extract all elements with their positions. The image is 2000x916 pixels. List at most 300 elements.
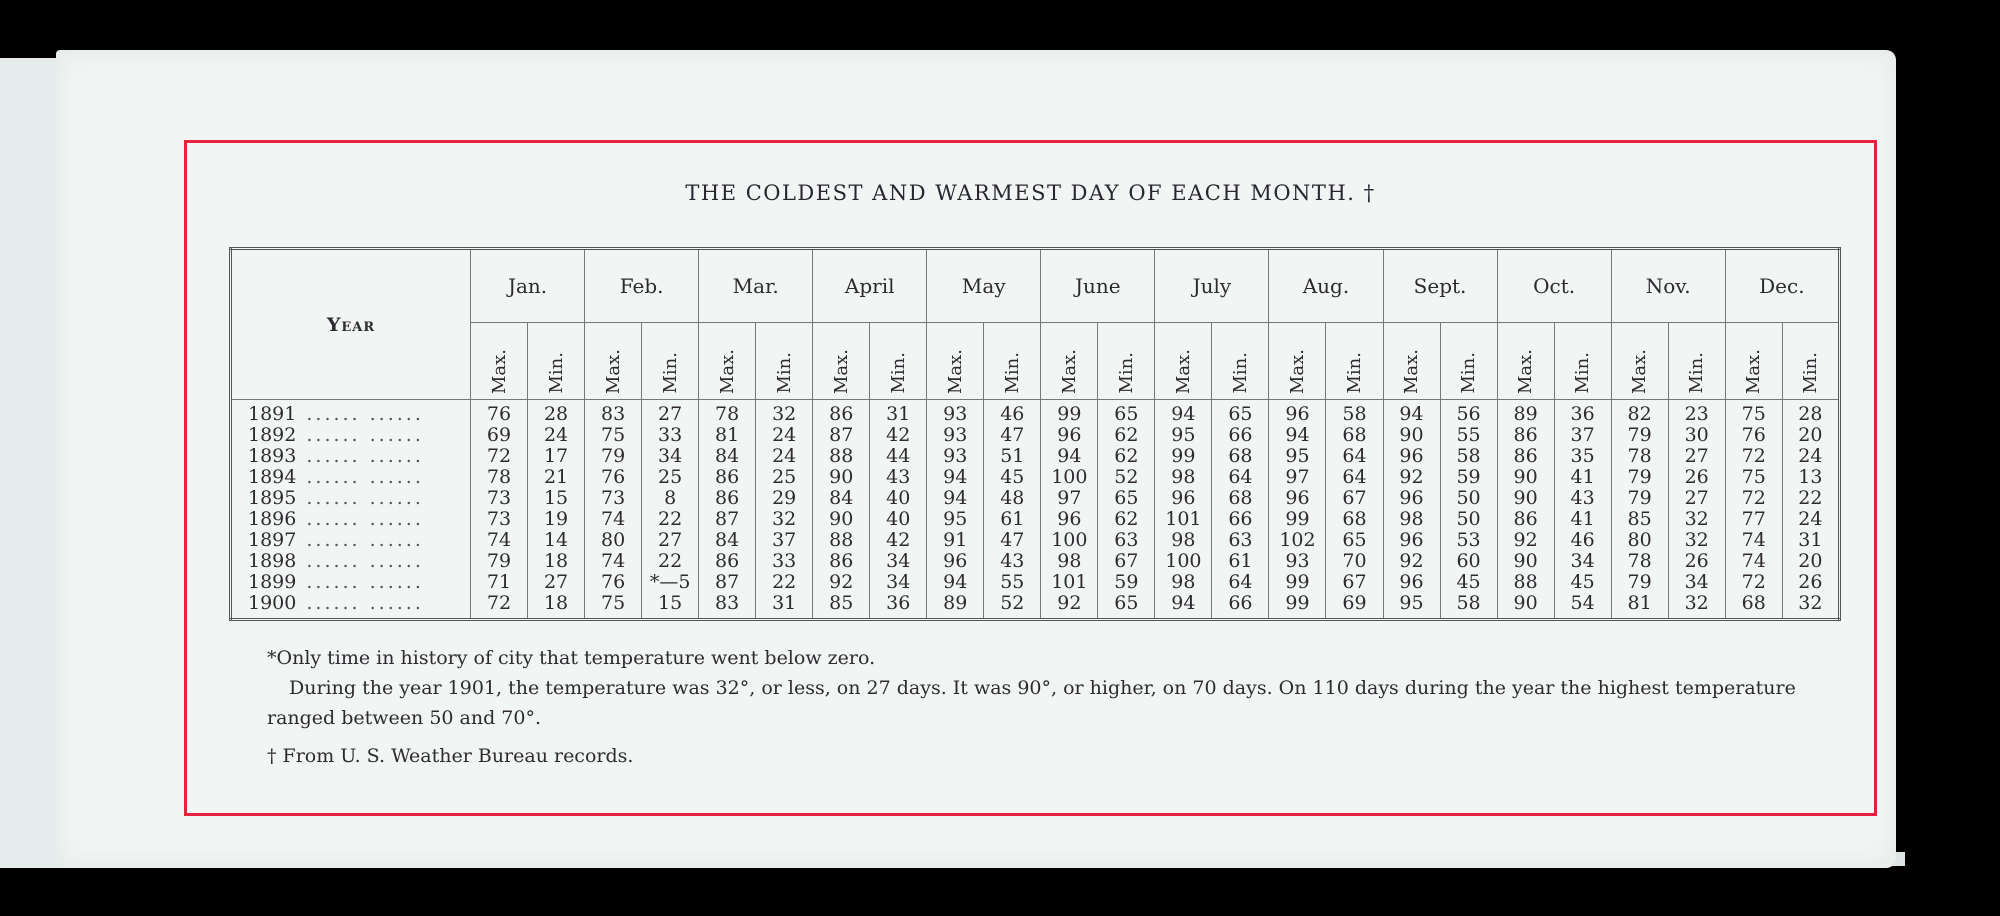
min-temp-cell: 59 <box>1098 572 1155 593</box>
max-temp-cell: 74 <box>471 530 528 551</box>
column-label: Max. <box>1629 348 1651 394</box>
min-temp-cell: 15 <box>528 488 585 509</box>
max-temp-cell: 96 <box>1269 400 1326 426</box>
year-cell <box>231 551 471 572</box>
column-label: Min. <box>1572 352 1594 394</box>
column-label: Min. <box>1799 352 1821 394</box>
min-column-header <box>528 323 585 400</box>
min-temp-cell: 55 <box>984 572 1041 593</box>
min-temp-cell: 46 <box>1554 530 1611 551</box>
year-label: 1900 <box>248 593 297 614</box>
max-temp-cell: 96 <box>1383 446 1440 467</box>
min-temp-cell: 56 <box>1440 400 1497 426</box>
dot-leader: ...... ...... <box>306 551 424 572</box>
max-temp-cell: 83 <box>585 400 642 426</box>
max-temp-cell: 91 <box>927 530 984 551</box>
min-temp-cell: 15 <box>642 593 699 620</box>
min-temp-cell: 63 <box>1098 530 1155 551</box>
min-temp-cell: 22 <box>756 572 813 593</box>
min-temp-cell: 43 <box>1554 488 1611 509</box>
max-temp-cell: 83 <box>699 593 756 620</box>
dot-leader: ...... ...... <box>306 530 424 551</box>
max-temp-cell: 92 <box>1497 530 1554 551</box>
column-label: Min. <box>1343 352 1365 394</box>
year-label: 1895 <box>248 488 297 509</box>
document-page <box>56 50 1896 868</box>
max-temp-cell: 87 <box>699 572 756 593</box>
max-temp-cell: 72 <box>471 446 528 467</box>
year-label: 1896 <box>248 509 297 530</box>
max-temp-cell: 87 <box>813 425 870 446</box>
dot-leader: ...... ...... <box>306 572 424 593</box>
max-temp-cell: 92 <box>1383 467 1440 488</box>
min-temp-cell: 28 <box>1782 400 1839 426</box>
min-temp-cell: 33 <box>756 551 813 572</box>
max-temp-cell: 102 <box>1269 530 1326 551</box>
column-label: Max. <box>602 348 624 394</box>
max-temp-cell: 69 <box>471 425 528 446</box>
max-temp-cell: 94 <box>927 488 984 509</box>
min-temp-cell: 62 <box>1098 446 1155 467</box>
max-temp-cell: 96 <box>1383 572 1440 593</box>
min-temp-cell: 54 <box>1554 593 1611 620</box>
max-temp-cell: 73 <box>471 488 528 509</box>
min-temp-cell: 42 <box>870 530 927 551</box>
min-temp-cell: 65 <box>1326 530 1383 551</box>
min-column-header <box>1782 323 1839 400</box>
min-temp-cell: 45 <box>984 467 1041 488</box>
max-temp-cell: 100 <box>1155 551 1212 572</box>
min-temp-cell: 64 <box>1212 467 1269 488</box>
max-temp-cell: 75 <box>1725 400 1782 426</box>
min-temp-cell: 36 <box>1554 400 1611 426</box>
max-temp-cell: 93 <box>927 400 984 426</box>
month-header: Feb. <box>585 249 699 323</box>
page-title: THE COLDEST AND WARMEST DAY OF EACH MONTH. † <box>685 181 1376 205</box>
max-column-header <box>1611 323 1668 400</box>
column-label: Max. <box>488 348 510 394</box>
min-temp-cell: 68 <box>1326 425 1383 446</box>
min-column-header <box>1440 323 1497 400</box>
max-temp-cell: 90 <box>813 509 870 530</box>
column-label: Max. <box>1401 348 1423 394</box>
max-column-header <box>1383 323 1440 400</box>
min-temp-cell: 44 <box>870 446 927 467</box>
max-temp-cell: 90 <box>1497 551 1554 572</box>
min-temp-cell: 22 <box>1782 488 1839 509</box>
max-temp-cell: 92 <box>1383 551 1440 572</box>
min-temp-cell: 34 <box>642 446 699 467</box>
month-header: Aug. <box>1269 249 1383 323</box>
month-header: Oct. <box>1497 249 1611 323</box>
max-temp-cell: 96 <box>1155 488 1212 509</box>
max-temp-cell: 86 <box>1497 446 1554 467</box>
dot-leader: ...... ...... <box>306 593 424 614</box>
month-header: Sept. <box>1383 249 1497 323</box>
table-row <box>231 488 1840 509</box>
max-column-header <box>1269 323 1326 400</box>
min-temp-cell: 34 <box>1554 551 1611 572</box>
month-header: Mar. <box>699 249 813 323</box>
max-column-header <box>1041 323 1098 400</box>
dot-leader: ...... ...... <box>306 488 424 509</box>
min-temp-cell: 66 <box>1212 425 1269 446</box>
month-header: June <box>1041 249 1155 323</box>
min-temp-cell: 30 <box>1668 425 1725 446</box>
column-label: Min. <box>887 352 909 394</box>
table-row <box>231 400 1840 426</box>
red-border-frame <box>184 140 1877 816</box>
year-1901-summary: During the year 1901, the temperature was 32°, or less, on 27 days. It was 90°, or higher, on 70 days. On 110 days during the year the highest temperature ranged between 50 and 70°. <box>267 677 1796 729</box>
max-temp-cell: 94 <box>1269 425 1326 446</box>
min-temp-cell: 45 <box>1554 572 1611 593</box>
max-temp-cell: 92 <box>1041 593 1098 620</box>
min-temp-cell: 41 <box>1554 509 1611 530</box>
max-temp-cell: 74 <box>585 551 642 572</box>
min-temp-cell: 60 <box>1440 551 1497 572</box>
min-temp-cell: 31 <box>1782 530 1839 551</box>
min-temp-cell: 68 <box>1326 509 1383 530</box>
min-temp-cell: 58 <box>1440 446 1497 467</box>
max-temp-cell: 98 <box>1155 530 1212 551</box>
max-temp-cell: 75 <box>1725 467 1782 488</box>
year-cell <box>231 446 471 467</box>
min-temp-cell: 32 <box>756 509 813 530</box>
max-temp-cell: 101 <box>1155 509 1212 530</box>
max-temp-cell: 74 <box>585 509 642 530</box>
min-temp-cell: 26 <box>1782 572 1839 593</box>
min-temp-cell: 23 <box>1668 400 1725 426</box>
left-page-edge <box>0 58 61 868</box>
month-header: Dec. <box>1725 249 1839 323</box>
min-temp-cell: 43 <box>984 551 1041 572</box>
table-row <box>231 551 1840 572</box>
min-temp-cell: 63 <box>1212 530 1269 551</box>
min-temp-cell: 28 <box>528 400 585 426</box>
min-column-header <box>1326 323 1383 400</box>
max-temp-cell: 84 <box>699 530 756 551</box>
below-zero-footnote: *Only time in history of city that temperature went below zero. <box>267 647 876 669</box>
min-temp-cell: 42 <box>870 425 927 446</box>
min-temp-cell: 61 <box>984 509 1041 530</box>
min-temp-cell: 62 <box>1098 425 1155 446</box>
min-temp-cell: 65 <box>1212 400 1269 426</box>
table-body <box>231 400 1840 620</box>
max-temp-cell: 84 <box>813 488 870 509</box>
min-temp-cell: 34 <box>870 572 927 593</box>
min-temp-cell: 27 <box>1668 488 1725 509</box>
min-temp-cell: 36 <box>870 593 927 620</box>
min-temp-cell: 24 <box>756 425 813 446</box>
min-temp-cell: 58 <box>1440 593 1497 620</box>
max-temp-cell: 96 <box>1269 488 1326 509</box>
temperature-table <box>229 247 1841 621</box>
max-temp-cell: 88 <box>1497 572 1554 593</box>
max-temp-cell: 92 <box>813 572 870 593</box>
year-label: 1894 <box>248 467 297 488</box>
min-temp-cell: 21 <box>528 467 585 488</box>
min-temp-cell: 50 <box>1440 509 1497 530</box>
column-label: Min. <box>1115 352 1137 394</box>
max-temp-cell: 94 <box>927 572 984 593</box>
max-temp-cell: 71 <box>471 572 528 593</box>
max-column-header <box>1155 323 1212 400</box>
max-temp-cell: 79 <box>1611 572 1668 593</box>
min-temp-cell: 69 <box>1326 593 1383 620</box>
min-temp-cell: 32 <box>1668 509 1725 530</box>
min-temp-cell: 20 <box>1782 551 1839 572</box>
max-temp-cell: 85 <box>813 593 870 620</box>
max-temp-cell: 97 <box>1041 488 1098 509</box>
min-temp-cell: 68 <box>1212 446 1269 467</box>
max-temp-cell: 72 <box>1725 572 1782 593</box>
min-temp-cell: 70 <box>1326 551 1383 572</box>
max-temp-cell: 94 <box>1155 400 1212 426</box>
max-temp-cell: 78 <box>1611 551 1668 572</box>
column-label: Min. <box>1001 352 1023 394</box>
min-temp-cell: 24 <box>1782 446 1839 467</box>
min-temp-cell: 67 <box>1326 572 1383 593</box>
max-temp-cell: 100 <box>1041 530 1098 551</box>
max-temp-cell: 76 <box>585 572 642 593</box>
max-temp-cell: 93 <box>927 425 984 446</box>
min-column-header <box>1212 323 1269 400</box>
max-temp-cell: 73 <box>471 509 528 530</box>
max-temp-cell: 84 <box>699 446 756 467</box>
min-temp-cell: 22 <box>642 509 699 530</box>
max-temp-cell: 96 <box>1383 530 1440 551</box>
min-temp-cell: 59 <box>1440 467 1497 488</box>
max-temp-cell: 68 <box>1725 593 1782 620</box>
dot-leader: ...... ...... <box>306 509 424 530</box>
min-temp-cell: 34 <box>1668 572 1725 593</box>
min-temp-cell: 20 <box>1782 425 1839 446</box>
column-label: Max. <box>1286 348 1308 394</box>
min-temp-cell: 25 <box>642 467 699 488</box>
notes-section <box>267 643 1827 771</box>
max-temp-cell: 99 <box>1155 446 1212 467</box>
max-min-header-row <box>231 323 1840 400</box>
min-temp-cell: 25 <box>756 467 813 488</box>
table-row <box>231 593 1840 620</box>
max-temp-cell: 101 <box>1041 572 1098 593</box>
max-temp-cell: 74 <box>1725 551 1782 572</box>
max-temp-cell: 86 <box>1497 509 1554 530</box>
min-column-header <box>1098 323 1155 400</box>
table-row <box>231 446 1840 467</box>
min-temp-cell: 27 <box>642 400 699 426</box>
min-temp-cell: 47 <box>984 530 1041 551</box>
year-cell <box>231 488 471 509</box>
column-label: Max. <box>1743 348 1765 394</box>
max-temp-cell: 75 <box>585 425 642 446</box>
table-row <box>231 425 1840 446</box>
max-column-header <box>1725 323 1782 400</box>
min-temp-cell: 18 <box>528 593 585 620</box>
min-temp-cell: 61 <box>1212 551 1269 572</box>
month-header: Jan. <box>471 249 585 323</box>
min-temp-cell: 45 <box>1440 572 1497 593</box>
max-temp-cell: 78 <box>699 400 756 426</box>
min-temp-cell: 32 <box>1668 530 1725 551</box>
min-temp-cell: 40 <box>870 509 927 530</box>
max-temp-cell: 81 <box>699 425 756 446</box>
max-temp-cell: 76 <box>1725 425 1782 446</box>
min-temp-cell: 62 <box>1098 509 1155 530</box>
max-temp-cell: 94 <box>1155 593 1212 620</box>
min-temp-cell: 27 <box>1668 446 1725 467</box>
min-temp-cell: 65 <box>1098 488 1155 509</box>
min-temp-cell: 46 <box>984 400 1041 426</box>
min-temp-cell: 51 <box>984 446 1041 467</box>
max-temp-cell: 90 <box>1497 488 1554 509</box>
min-temp-cell: 26 <box>1668 551 1725 572</box>
max-temp-cell: 89 <box>927 593 984 620</box>
year-cell <box>231 467 471 488</box>
max-temp-cell: 96 <box>1041 509 1098 530</box>
min-temp-cell: *—5 <box>642 572 699 593</box>
max-temp-cell: 95 <box>1269 446 1326 467</box>
min-temp-cell: 14 <box>528 530 585 551</box>
month-header: Nov. <box>1611 249 1725 323</box>
max-temp-cell: 94 <box>1383 400 1440 426</box>
month-header: April <box>813 249 927 323</box>
table-row <box>231 572 1840 593</box>
column-label: Max. <box>1058 348 1080 394</box>
year-cell <box>231 425 471 446</box>
max-temp-cell: 75 <box>585 593 642 620</box>
min-temp-cell: 37 <box>756 530 813 551</box>
year-label: 1897 <box>248 530 297 551</box>
max-temp-cell: 86 <box>813 551 870 572</box>
max-temp-cell: 86 <box>699 467 756 488</box>
table-row <box>231 509 1840 530</box>
max-temp-cell: 79 <box>585 446 642 467</box>
max-temp-cell: 99 <box>1041 400 1098 426</box>
year-label: 1893 <box>248 446 297 467</box>
min-temp-cell: 67 <box>1326 488 1383 509</box>
min-temp-cell: 67 <box>1098 551 1155 572</box>
dot-leader: ...... ...... <box>306 403 424 425</box>
max-temp-cell: 90 <box>1497 467 1554 488</box>
year-cell <box>231 400 471 426</box>
min-temp-cell: 55 <box>1440 425 1497 446</box>
max-column-header <box>813 323 870 400</box>
table-row <box>231 467 1840 488</box>
max-temp-cell: 95 <box>927 509 984 530</box>
year-label: 1892 <box>248 425 297 446</box>
min-column-header <box>984 323 1041 400</box>
year-cell <box>231 530 471 551</box>
max-temp-cell: 95 <box>1155 425 1212 446</box>
column-label: Max. <box>830 348 852 394</box>
max-temp-cell: 79 <box>471 551 528 572</box>
max-temp-cell: 78 <box>471 467 528 488</box>
min-temp-cell: 52 <box>984 593 1041 620</box>
column-label: Max. <box>944 348 966 394</box>
min-temp-cell: 48 <box>984 488 1041 509</box>
min-temp-cell: 24 <box>528 425 585 446</box>
min-temp-cell: 64 <box>1212 572 1269 593</box>
min-temp-cell: 27 <box>642 530 699 551</box>
column-label: Min. <box>659 352 681 394</box>
min-column-header <box>870 323 927 400</box>
month-header: May <box>927 249 1041 323</box>
min-temp-cell: 34 <box>870 551 927 572</box>
max-temp-cell: 79 <box>1611 488 1668 509</box>
dot-leader: ...... ...... <box>306 467 424 488</box>
year-label: 1899 <box>248 572 297 593</box>
min-temp-cell: 32 <box>1668 593 1725 620</box>
min-temp-cell: 50 <box>1440 488 1497 509</box>
min-temp-cell: 64 <box>1326 446 1383 467</box>
min-temp-cell: 26 <box>1668 467 1725 488</box>
year-label: 1891 <box>248 403 297 425</box>
min-temp-cell: 27 <box>528 572 585 593</box>
min-temp-cell: 17 <box>528 446 585 467</box>
column-label: Max. <box>716 348 738 394</box>
min-column-header <box>756 323 813 400</box>
max-temp-cell: 73 <box>585 488 642 509</box>
max-temp-cell: 72 <box>1725 488 1782 509</box>
max-temp-cell: 96 <box>1383 488 1440 509</box>
min-column-header <box>1554 323 1611 400</box>
min-temp-cell: 43 <box>870 467 927 488</box>
max-temp-cell: 96 <box>1041 425 1098 446</box>
source-note: † From U. S. Weather Bureau records. <box>267 745 634 767</box>
max-column-header <box>471 323 528 400</box>
min-temp-cell: 24 <box>756 446 813 467</box>
min-temp-cell: 29 <box>756 488 813 509</box>
min-temp-cell: 47 <box>984 425 1041 446</box>
column-label: Min. <box>1229 352 1251 394</box>
max-temp-cell: 86 <box>699 488 756 509</box>
max-temp-cell: 95 <box>1383 593 1440 620</box>
max-temp-cell: 86 <box>1497 425 1554 446</box>
min-temp-cell: 64 <box>1326 467 1383 488</box>
column-label: Min. <box>545 352 567 394</box>
min-temp-cell: 53 <box>1440 530 1497 551</box>
min-temp-cell: 41 <box>1554 467 1611 488</box>
max-temp-cell: 100 <box>1041 467 1098 488</box>
max-temp-cell: 74 <box>1725 530 1782 551</box>
max-temp-cell: 99 <box>1269 593 1326 620</box>
min-column-header <box>642 323 699 400</box>
max-temp-cell: 94 <box>1041 446 1098 467</box>
min-temp-cell: 52 <box>1098 467 1155 488</box>
min-temp-cell: 33 <box>642 425 699 446</box>
min-column-header <box>1668 323 1725 400</box>
max-column-header <box>927 323 984 400</box>
max-temp-cell: 82 <box>1611 400 1668 426</box>
max-temp-cell: 80 <box>585 530 642 551</box>
max-column-header <box>1497 323 1554 400</box>
max-temp-cell: 97 <box>1269 467 1326 488</box>
month-header: July <box>1155 249 1269 323</box>
max-temp-cell: 79 <box>1611 467 1668 488</box>
month-header-row <box>231 249 1840 323</box>
max-temp-cell: 99 <box>1269 572 1326 593</box>
max-temp-cell: 93 <box>927 446 984 467</box>
max-temp-cell: 88 <box>813 530 870 551</box>
min-temp-cell: 35 <box>1554 446 1611 467</box>
year-label: 1898 <box>248 551 297 572</box>
min-temp-cell: 65 <box>1098 593 1155 620</box>
min-temp-cell: 13 <box>1782 467 1839 488</box>
max-temp-cell: 89 <box>1497 400 1554 426</box>
year-cell <box>231 593 471 620</box>
min-temp-cell: 19 <box>528 509 585 530</box>
